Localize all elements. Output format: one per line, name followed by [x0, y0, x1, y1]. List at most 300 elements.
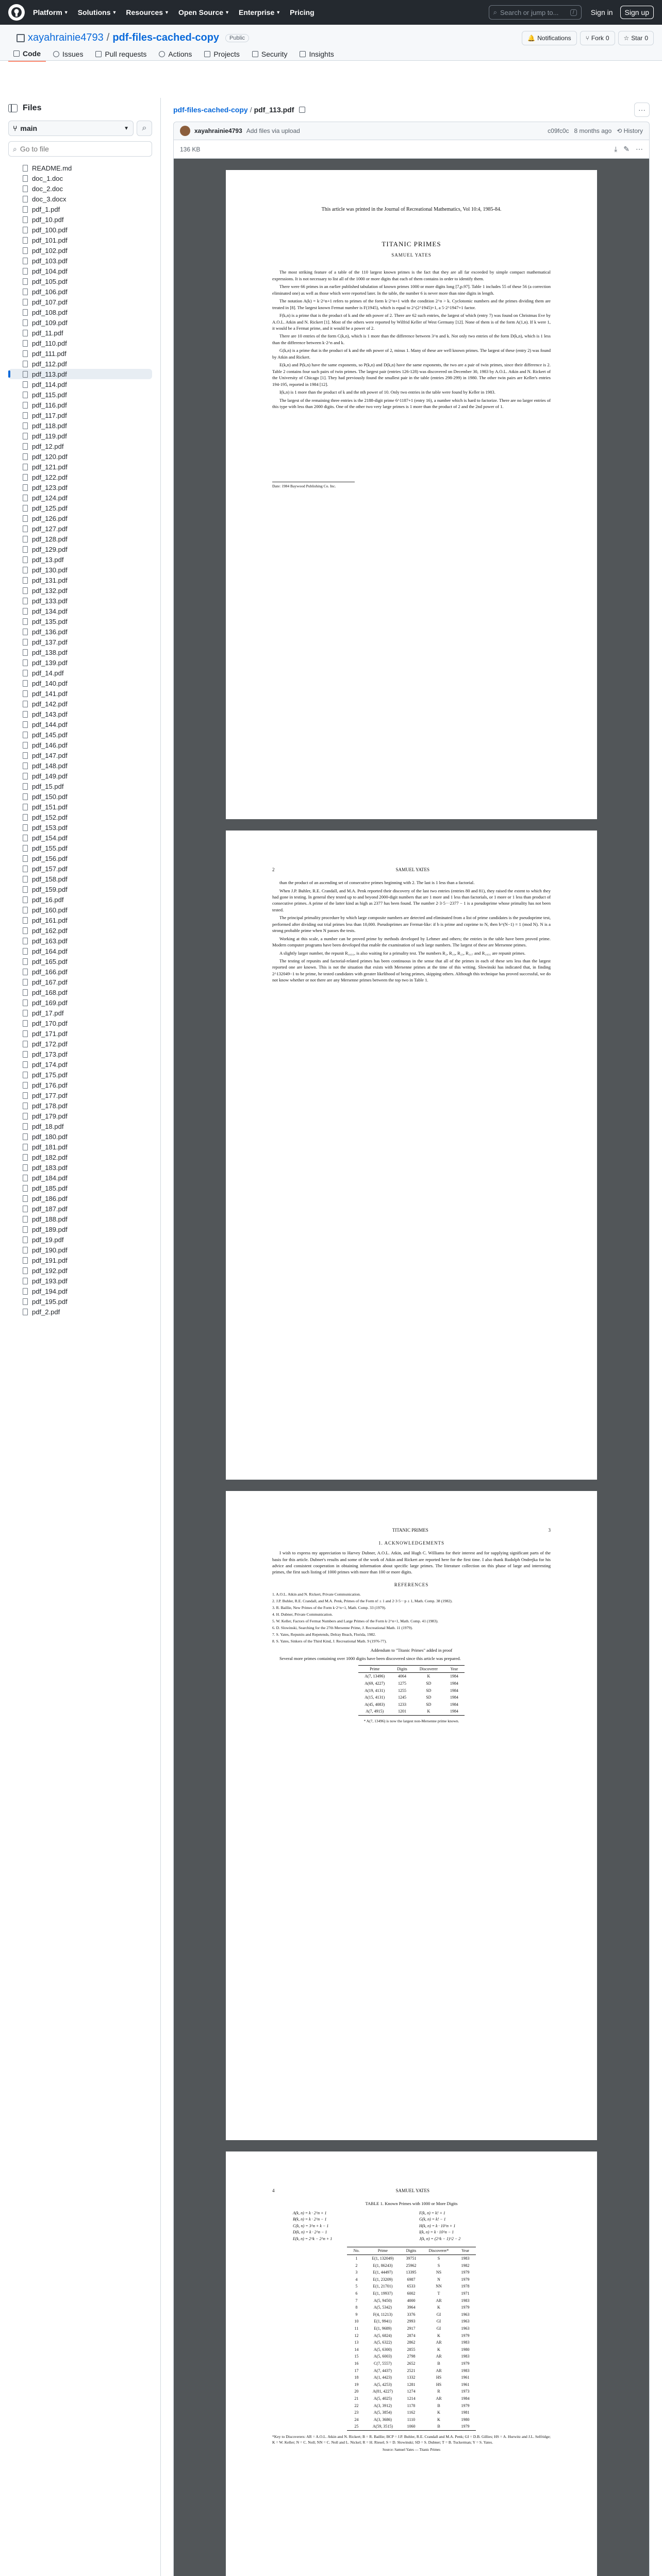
visibility-badge: Public	[225, 34, 249, 42]
table-cell: 1983	[461, 2368, 470, 2373]
file-icon	[23, 443, 28, 450]
download-icon[interactable]: ⤓	[614, 145, 618, 153]
table-cell: 23	[354, 2410, 359, 2415]
file-tree-item[interactable]	[8, 431, 152, 441]
nav-pricing[interactable]	[290, 8, 314, 16]
table-row	[347, 2276, 475, 2283]
file-tree-item[interactable]	[8, 925, 152, 936]
avatar[interactable]	[180, 126, 190, 136]
file-name: pdf_194.pdf	[32, 1287, 68, 1295]
file-tree-item[interactable]	[8, 626, 152, 637]
table-row	[347, 2290, 475, 2297]
file-icon	[23, 412, 28, 419]
go-to-file-field[interactable]	[8, 141, 152, 157]
file-tree-item[interactable]	[8, 678, 152, 688]
file-tree-item[interactable]	[8, 874, 152, 884]
table-cell: 18	[354, 2375, 359, 2380]
file-name: pdf_166.pdf	[32, 968, 68, 976]
file-tree-item[interactable]	[8, 297, 152, 307]
file-icon	[23, 958, 28, 965]
file-tree-item[interactable]	[8, 863, 152, 874]
sign-in-link[interactable]: Sign in	[590, 8, 613, 16]
file-tree-item[interactable]	[8, 338, 152, 348]
tab-label: Insights	[309, 50, 334, 58]
file-tree-item[interactable]	[8, 833, 152, 843]
formula: E(k, n) = 2^k − 2^n + 1	[293, 2236, 333, 2241]
table-cell: 2862	[407, 2340, 416, 2345]
file-icon	[23, 1267, 28, 1274]
file-tree-item[interactable]	[8, 225, 152, 235]
file-tree-item[interactable]	[8, 802, 152, 812]
table-cell: GI	[436, 2326, 441, 2331]
file-name: pdf_122.pdf	[32, 473, 68, 481]
file-tree-item[interactable]	[8, 523, 152, 534]
file-toolbar	[174, 140, 649, 159]
file-name: pdf_116.pdf	[32, 401, 67, 409]
table-cell: A(1, 4423)	[373, 2375, 392, 2380]
file-icon	[23, 680, 28, 687]
running-head-title: SAMUEL YATES	[395, 867, 430, 872]
go-to-file-input[interactable]	[20, 145, 147, 153]
file-tree-item[interactable]	[8, 750, 152, 760]
file-tree-item[interactable]	[8, 905, 152, 915]
file-icon	[23, 1041, 28, 1047]
file-name: pdf_142.pdf	[32, 700, 68, 708]
table-cell: 13	[354, 2340, 359, 2345]
file-name: pdf_159.pdf	[32, 885, 68, 893]
file-icon	[23, 1061, 28, 1068]
tab-projects[interactable]	[199, 47, 245, 62]
table-row	[347, 2416, 475, 2424]
file-tree-item[interactable]	[8, 1131, 152, 1142]
file-icon	[23, 917, 28, 924]
file-tree-item[interactable]	[8, 554, 152, 565]
table-cell: SD	[426, 1702, 432, 1707]
file-tree-item[interactable]	[8, 1193, 152, 1204]
commit-message[interactable]: Add files via upload	[246, 127, 300, 134]
pull-request-icon	[95, 51, 102, 57]
nav-enterprise[interactable]	[239, 8, 280, 16]
file-tree-item[interactable]	[8, 214, 152, 225]
file-tree-item[interactable]	[8, 1028, 152, 1039]
file-name: pdf_143.pdf	[32, 710, 68, 718]
history-button[interactable]	[617, 127, 643, 134]
file-name: pdf_128.pdf	[32, 535, 68, 543]
file-name: pdf_171.pdf	[32, 1029, 68, 1038]
nav-platform[interactable]	[33, 8, 69, 16]
table-cell: T	[437, 2291, 440, 2296]
table-cell: A(5, 3854)	[373, 2410, 392, 2415]
tab-label: Security	[261, 50, 288, 58]
formula: F(k, n) = k! + 1	[419, 2210, 445, 2215]
tab-actions[interactable]	[154, 47, 197, 62]
table-row	[347, 2283, 475, 2290]
nav-label: Enterprise	[239, 8, 275, 16]
file-tree-item[interactable]	[8, 163, 152, 173]
file-name: pdf_155.pdf	[32, 844, 68, 852]
file-tree-item[interactable]	[8, 1008, 152, 1018]
file-icon	[23, 526, 28, 532]
column-header: Discoverer*	[422, 2247, 455, 2255]
file-icon	[23, 1185, 28, 1192]
table-cell: 2798	[407, 2354, 416, 2359]
breadcrumb-repo-link[interactable]: pdf-files-cached-copy	[173, 106, 248, 114]
breadcrumb	[161, 98, 662, 122]
file-tree-item[interactable]	[8, 946, 152, 956]
repo-icon	[16, 34, 25, 42]
notifications-button[interactable]	[522, 31, 576, 45]
copy-path-icon[interactable]	[299, 107, 305, 113]
table-cell: 4064	[398, 1674, 406, 1679]
file-tree-item[interactable]	[8, 575, 152, 585]
table-cell: GI	[436, 2319, 441, 2324]
table-cell: NS	[436, 2270, 442, 2275]
file-tree-item[interactable]	[8, 884, 152, 894]
kebab-icon[interactable]: ⋯	[636, 145, 643, 153]
file-tree-item[interactable]	[8, 822, 152, 833]
file-tree-item[interactable]	[8, 451, 152, 462]
table-cell: R	[437, 2389, 440, 2394]
file-tree-item[interactable]	[8, 503, 152, 513]
paragraph: I(k,n) is 1 more than the product of k and the nth power of 10. Only two entries in the table were found by Keller in 1983.	[279, 389, 495, 395]
file-tree-item[interactable]	[8, 616, 152, 626]
file-name: pdf_167.pdf	[32, 978, 68, 986]
fork-button[interactable]	[580, 31, 615, 45]
file-name: pdf_138.pdf	[32, 648, 68, 656]
file-tree-item[interactable]	[8, 482, 152, 493]
file-tree-item[interactable]	[8, 565, 152, 575]
file-name: pdf_191.pdf	[32, 1256, 68, 1264]
file-tree-item[interactable]	[8, 173, 152, 183]
file-tree-item[interactable]	[8, 266, 152, 276]
file-icon	[23, 371, 28, 378]
file-icon	[23, 567, 28, 573]
file-tools	[614, 145, 643, 154]
search-files-button[interactable]	[137, 121, 152, 136]
pdf-viewer[interactable]	[174, 159, 649, 2576]
table-row	[358, 1694, 465, 1701]
column-header: Digits	[400, 2247, 422, 2255]
file-icon	[23, 299, 28, 306]
repo-owner-link[interactable]: xayahrainie4793	[28, 32, 104, 43]
file-tree-item[interactable]	[8, 400, 152, 410]
file-tree-item[interactable]	[8, 1245, 152, 1255]
file-tree-item[interactable]	[8, 977, 152, 987]
file-tree-item[interactable]	[8, 1276, 152, 1286]
edit-icon[interactable]: ✎	[623, 145, 630, 153]
file-name: pdf_123.pdf	[32, 483, 68, 492]
table-cell: 1979	[461, 2270, 470, 2275]
file-tree-item[interactable]	[8, 379, 152, 389]
file-icon	[23, 185, 28, 192]
file-tree-item[interactable]	[8, 1234, 152, 1245]
file-tree-item[interactable]	[8, 389, 152, 400]
table-row	[358, 1701, 465, 1708]
file-tree-item[interactable]	[8, 699, 152, 709]
file-tree-item[interactable]	[8, 987, 152, 997]
file-tree-item[interactable]	[8, 245, 152, 256]
file-tree-item[interactable]	[8, 688, 152, 699]
commit-hash[interactable]: c09fc0c	[548, 127, 569, 134]
file-icon	[23, 1257, 28, 1264]
file-tree-item[interactable]	[8, 1111, 152, 1121]
paragraph: G(k,n) is a prime that is the product of k and the nth power of 2, minus 1. Many of these are well known primes. The largest of these (entry 2) was found by Atkin and Rickert.	[272, 348, 551, 360]
file-tree-item[interactable]	[8, 369, 152, 379]
table-cell: 10	[354, 2319, 359, 2324]
file-name: pdf_120.pdf	[32, 452, 68, 461]
table-cell: 3	[355, 2270, 358, 2275]
table-cell: A(5, 9450)	[373, 2298, 392, 2303]
file-tree-item[interactable]	[8, 1224, 152, 1234]
tab-code[interactable]	[8, 47, 46, 62]
search-shortcut-key: /	[570, 9, 577, 16]
file-tree-item[interactable]	[8, 1162, 152, 1173]
table-cell: K	[437, 2333, 440, 2338]
file-tree-item[interactable]	[8, 740, 152, 750]
file-icon	[23, 289, 28, 295]
file-tree-item[interactable]	[8, 760, 152, 771]
nav-solutions[interactable]	[78, 8, 117, 16]
table-row	[347, 2269, 475, 2276]
file-tree-item[interactable]	[8, 709, 152, 719]
fork-count: 0	[605, 35, 609, 42]
file-tree-item[interactable]	[8, 997, 152, 1008]
table-cell: A(5, 4025)	[373, 2396, 392, 2401]
file-name: pdf_119.pdf	[32, 432, 67, 440]
chevron-down-icon: ▼	[225, 10, 229, 15]
file-tree-item[interactable]	[8, 1183, 152, 1193]
file-tree-item[interactable]	[8, 307, 152, 317]
file-tree-item[interactable]	[8, 1039, 152, 1049]
file-tree-item[interactable]	[8, 1265, 152, 1276]
tab-pull-requests[interactable]	[90, 47, 152, 62]
file-icon	[23, 1072, 28, 1078]
file-tree-item[interactable]	[8, 730, 152, 740]
file-tree-item[interactable]	[8, 493, 152, 503]
file-name: pdf_188.pdf	[32, 1215, 68, 1223]
file-tree-item[interactable]	[8, 1214, 152, 1224]
pdf-page-4	[226, 2151, 597, 2576]
formula: G(k, n) = k! − 1	[419, 2217, 446, 2222]
addendum-table-body	[358, 1673, 465, 1716]
table-cell: 1	[355, 2256, 358, 2261]
branch-selector[interactable]	[8, 121, 134, 136]
repo-name-link[interactable]: pdf-files-cached-copy	[112, 32, 220, 43]
table-cell: E(1, 9941)	[374, 2319, 392, 2324]
file-tree-item[interactable]	[8, 420, 152, 431]
tab-issues[interactable]	[48, 47, 88, 62]
paragraph: The principal primality procedure by which large composite numbers are detected and eliminated from a list of prime candidates is the pseudoprime test, performed after dividing out trial primes less than 10,000. Pseudoprimes are Fermat-like: if b is prime and coprime to N, then b^(N−1) ≡ 1 (mod N). N is a strong probable prime when N passes the tests.	[272, 915, 551, 934]
table-cell: 1979	[461, 2333, 470, 2338]
nav-open-source[interactable]	[178, 8, 229, 16]
table-cell: 1984	[450, 1702, 458, 1707]
file-tree-item[interactable]	[8, 1286, 152, 1296]
nav-resources[interactable]	[126, 8, 169, 16]
file-tree-item[interactable]	[8, 967, 152, 977]
sidebar-title: Files	[23, 104, 42, 112]
file-icon	[23, 690, 28, 697]
file-tree-item[interactable]	[8, 637, 152, 647]
addendum-title: Addendum to "Titanic Primes" added in proof	[370, 1647, 453, 1653]
file-tree-item[interactable]	[8, 348, 152, 359]
file-tree-item[interactable]	[8, 276, 152, 286]
table-cell: NN	[436, 2284, 442, 2289]
search-input[interactable]	[489, 5, 582, 20]
file-tree-item[interactable]	[8, 256, 152, 266]
file-tree-item[interactable]	[8, 781, 152, 791]
file-tree-item[interactable]	[8, 1255, 152, 1265]
sidebar-collapse-icon[interactable]	[8, 104, 18, 112]
file-tree-item[interactable]	[8, 1142, 152, 1152]
table-cell: 22	[354, 2403, 359, 2408]
table-cell: B	[422, 2423, 455, 2430]
table-cell: A(45, 4083)	[365, 1702, 385, 1707]
file-name: pdf_158.pdf	[32, 875, 68, 883]
table-cell: 1983	[461, 2256, 470, 2261]
file-tree-item[interactable]	[8, 771, 152, 781]
file-tree-item[interactable]	[8, 534, 152, 544]
table-cell: 39751	[406, 2256, 417, 2261]
table-cell: 16	[354, 2361, 359, 2366]
file-tree-item[interactable]	[8, 647, 152, 657]
table-cell: 1984	[450, 1681, 458, 1686]
file-tree-item[interactable]	[8, 915, 152, 925]
file-tree-item[interactable]	[8, 194, 152, 204]
file-name: pdf_137.pdf	[32, 638, 68, 646]
file-name: pdf_12.pdf	[32, 442, 64, 450]
file-tree-item[interactable]	[8, 894, 152, 905]
file-tree-item[interactable]	[8, 853, 152, 863]
file-tree-item[interactable]	[8, 1152, 152, 1162]
file-tree-item[interactable]	[8, 410, 152, 420]
file-tree-item[interactable]	[8, 235, 152, 245]
table-cell: 1979	[461, 2403, 470, 2408]
file-tree-item[interactable]	[8, 791, 152, 802]
file-tree-item[interactable]	[8, 585, 152, 596]
file-tree-item[interactable]	[8, 441, 152, 451]
file-tree-item[interactable]	[8, 1070, 152, 1080]
file-tree-item[interactable]	[8, 1049, 152, 1059]
table-row	[358, 1680, 465, 1687]
table-cell: 1281	[407, 2382, 416, 2387]
tab-security[interactable]	[247, 47, 293, 62]
file-tree-item[interactable]	[8, 843, 152, 853]
pdf-page-3	[226, 1491, 597, 2140]
file-tree-item[interactable]	[8, 657, 152, 668]
running-head-title: TITANIC PRIMES	[392, 1528, 428, 1533]
star-button[interactable]	[618, 31, 654, 45]
repo-actions	[522, 31, 654, 45]
file-icon	[23, 1278, 28, 1284]
notifications-label: Notifications	[537, 35, 571, 42]
file-tree-item[interactable]	[8, 462, 152, 472]
file-tree-item[interactable]	[8, 936, 152, 946]
table-row	[347, 2381, 475, 2388]
table-cell: 1980	[461, 2417, 470, 2422]
file-tree-item[interactable]	[8, 596, 152, 606]
commit-meta	[548, 127, 643, 134]
github-logo-icon[interactable]	[8, 4, 25, 21]
commit-author[interactable]: xayahrainie4793	[194, 127, 242, 134]
file-tree-item[interactable]	[8, 1204, 152, 1214]
file-tree-item[interactable]	[8, 956, 152, 967]
file-icon	[23, 361, 28, 367]
file-name: pdf_17.pdf	[32, 1009, 64, 1017]
file-icon	[23, 309, 28, 316]
file-icon	[23, 999, 28, 1006]
file-name: README.md	[32, 164, 72, 172]
table-cell: A(5, 4253)	[373, 2382, 392, 2387]
file-tree-item[interactable]	[8, 183, 152, 194]
table-cell: E(1, 86243)	[373, 2263, 393, 2268]
file-icon	[23, 1216, 28, 1223]
file-tree-item[interactable]	[8, 1173, 152, 1183]
file-tree-item[interactable]	[8, 286, 152, 297]
more-options-button[interactable]	[634, 103, 650, 117]
file-tree-item[interactable]	[8, 668, 152, 678]
file-tree-item[interactable]	[8, 317, 152, 328]
file-name: pdf_144.pdf	[32, 720, 68, 728]
table-cell: B	[437, 2361, 440, 2366]
chevron-down-icon: ▼	[63, 10, 69, 15]
file-tree-item[interactable]	[8, 1018, 152, 1028]
file-icon	[23, 969, 28, 975]
repo-tabs	[8, 47, 339, 62]
file-tree-item[interactable]	[8, 472, 152, 482]
file-tree-item[interactable]	[8, 1080, 152, 1090]
table-cell: 1963	[461, 2319, 470, 2324]
history-label: History	[623, 127, 643, 134]
file-icon	[23, 845, 28, 852]
file-tree-item[interactable]	[8, 513, 152, 523]
file-name: pdf_184.pdf	[32, 1174, 68, 1182]
file-icon	[23, 175, 28, 182]
formula: B(k, n) = k · 2^n − 1	[293, 2217, 327, 2222]
table-cell: 1961	[461, 2382, 470, 2387]
file-tree-item[interactable]	[8, 1296, 152, 1307]
file-tree-item[interactable]	[8, 544, 152, 554]
file-tree-item[interactable]	[8, 1100, 152, 1111]
file-tree-item[interactable]	[8, 606, 152, 616]
file-tree-item[interactable]	[8, 204, 152, 214]
file-name: pdf_153.pdf	[32, 823, 68, 832]
file-icon	[23, 1195, 28, 1202]
table-cell: SD	[426, 1681, 432, 1686]
file-name: pdf_170.pdf	[32, 1019, 68, 1027]
file-tree-item[interactable]	[8, 359, 152, 369]
file-tree-item[interactable]	[8, 1307, 152, 1317]
file-tree-item[interactable]	[8, 719, 152, 730]
file-tree-item[interactable]	[8, 328, 152, 338]
paragraph: The most striking feature of a table of the 110 largest known primes is the fact that they are all far exceeded by simple compact mathematical expressions. It is not necessary to list all of the 1000 or more digits that each of them contains in order to identify them.	[272, 269, 551, 281]
table-cell: 21	[354, 2396, 359, 2401]
table-cell: A(3, 3912)	[373, 2403, 392, 2408]
tab-insights[interactable]	[294, 47, 339, 62]
sign-up-button[interactable]: Sign up	[620, 6, 654, 19]
table-cell: K	[437, 2305, 440, 2310]
file-icon	[23, 855, 28, 862]
table-cell: 15	[354, 2354, 359, 2359]
file-tree-item[interactable]	[8, 1121, 152, 1131]
file-tree-item[interactable]	[8, 1090, 152, 1100]
file-tree-item[interactable]	[8, 812, 152, 822]
table-row	[347, 2325, 475, 2332]
table-cell: 1983	[461, 2340, 470, 2345]
file-tree-item[interactable]	[8, 1059, 152, 1070]
paragraph: The notation A(k) = k·2^n+1 refers to primes of the form k·2^n+1 with the condition 2^n > k. Cyclotomic numbers and the primes dividing them are treated in [8]. The largest known Fermat number is F(1945), which is equal to 2^(2^1945)+1, a 5·2^1947+1 factor.	[272, 298, 551, 310]
file-name: pdf_173.pdf	[32, 1050, 68, 1058]
file-name: pdf_186.pdf	[32, 1194, 68, 1202]
